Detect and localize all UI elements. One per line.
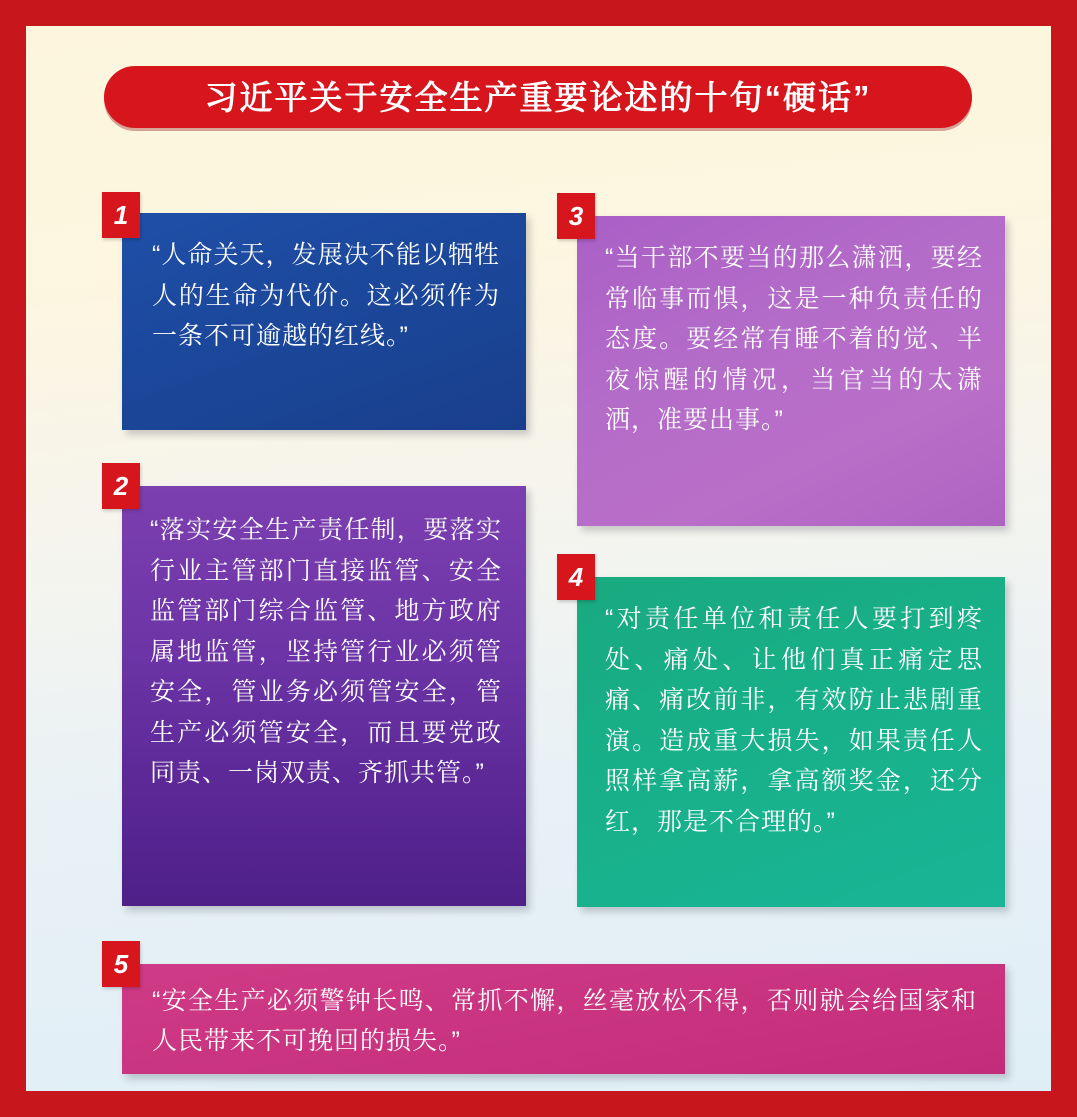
- quote-text-5: “安全生产必须警钟长鸣、常抓不懈，丝毫放松不得，否则就会给国家和人民带来不可挽回的损失。”: [152, 987, 977, 1055]
- page-title: 习近平关于安全生产重要论述的十句“硬话”: [204, 78, 872, 116]
- poster-title-banner: [104, 66, 972, 128]
- quote-card-5: [122, 964, 1005, 1074]
- title-pill: [104, 66, 972, 128]
- quote-badge-2: 2: [102, 463, 140, 509]
- poster-page: [26, 26, 1051, 1091]
- quote-text-2: “落实安全生产责任制，要落实行业主管部门直接监管、安全监管部门综合监管、地方政府属地监管，坚持管行业必须管安全，管业务必须管安全，管生产必须管安全，而且要党政同责、一岗双责、齐抓共管。”: [150, 516, 502, 787]
- quote-card-4: [577, 577, 1005, 907]
- quote-card-3: [577, 216, 1005, 526]
- quote-badge-5: 5: [102, 941, 140, 987]
- quote-card-1: [122, 213, 526, 430]
- quote-badge-3: 3: [557, 193, 595, 239]
- quote-text-3: “当干部不要当的那么潇洒，要经常临事而惧，这是一种负责任的态度。要经常有睡不着的觉、半夜惊醒的情况，当官当的太潇洒，准要出事。”: [605, 244, 983, 434]
- quote-badge-4: 4: [557, 554, 595, 600]
- quote-card-2: [122, 486, 526, 906]
- quote-text-1: “人命关天，发展决不能以牺牲人的生命为代价。这必须作为一条不可逾越的红线。”: [152, 241, 500, 350]
- quote-badge-1: 1: [102, 192, 140, 238]
- quote-text-4: “对责任单位和责任人要打到疼处、痛处、让他们真正痛定思痛、痛改前非，有效防止悲剧重演。造成重大损失，如果责任人照样拿高薪，拿高额奖金，还分红，那是不合理的。”: [605, 605, 983, 836]
